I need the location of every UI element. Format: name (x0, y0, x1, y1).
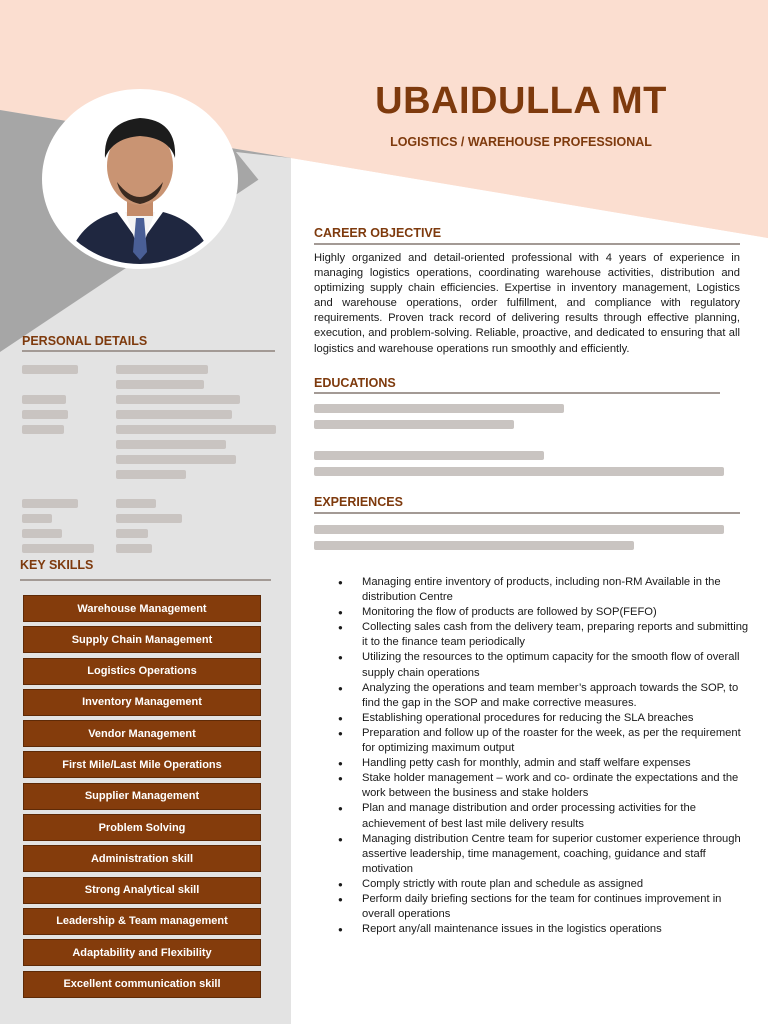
skill-badge[interactable]: Vendor Management (23, 720, 261, 747)
skill-badge[interactable]: Administration skill (23, 845, 261, 872)
key-skills-list (23, 595, 261, 1002)
skill-badge[interactable]: Inventory Management (23, 689, 261, 716)
pd-row (22, 452, 284, 467)
duty-item: ● Analyzing the operations and team member’s approach towards the SOP, to find the gap in the SOP and make corrective measures. (338, 681, 750, 711)
duty-item: ● Establishing operational procedures for reducing the SLA breaches (338, 711, 750, 726)
key-skills-heading: KEY SKILLS (20, 558, 94, 572)
education-entries-masked (314, 404, 740, 483)
key-skills-divider (20, 579, 271, 581)
career-objective-heading: CAREER OBJECTIVE (314, 226, 442, 240)
career-objective-divider (314, 243, 740, 245)
experiences-divider (314, 512, 740, 514)
duty-item: ● Monitoring the flow of products are followed by SOP(FEFO) (338, 605, 750, 620)
experience-duties (338, 575, 750, 937)
duty-item: ● Managing entire inventory of products, including non-RM Available in the distribution Centre (338, 575, 750, 605)
experience-header-masked (314, 525, 740, 557)
skill-badge[interactable]: Logistics Operations (23, 658, 261, 685)
educations-divider (314, 392, 720, 394)
duty-item: ● Perform daily briefing sections for the team for continues improvement in overall operations (338, 892, 750, 922)
personal-details-divider (22, 350, 275, 352)
person-silhouette-icon (47, 94, 233, 264)
educations-heading: EDUCATIONS (314, 376, 396, 390)
pd-row (22, 437, 284, 452)
duty-item: ● Utilizing the resources to the optimum capacity for the smooth flow of overall supply chain operations (338, 650, 750, 680)
pd-row (22, 362, 284, 377)
skill-badge[interactable]: Supply Chain Management (23, 626, 261, 653)
skill-badge[interactable]: First Mile/Last Mile Operations (23, 751, 261, 778)
personal-details-heading: PERSONAL DETAILS (22, 334, 148, 348)
duty-item: ● Report any/all maintenance issues in the logistics operations (338, 922, 750, 937)
pd-row (22, 422, 284, 437)
duty-item: ● Preparation and follow up of the roaster for the week, as per the requirement for optimizing maximum output (338, 726, 750, 756)
duty-item: ● Plan and manage distribution and order processing activities for the achievement of best last mile delivery results (338, 801, 750, 831)
skill-badge[interactable]: Excellent communication skill (23, 971, 261, 998)
duty-item: ● Handling petty cash for monthly, admin and staff welfare expenses (338, 756, 750, 771)
pd-row (22, 377, 284, 392)
duty-item: ● Stake holder management – work and co- ordinate the expectations and the work between the business and stake holders (338, 771, 750, 801)
pd-row (22, 511, 284, 526)
profile-photo (42, 89, 238, 269)
duty-item: ● Comply strictly with route plan and schedule as assigned (338, 877, 750, 892)
pd-row (22, 407, 284, 422)
candidate-name: UBAIDULLA MT (375, 80, 667, 122)
skill-badge[interactable]: Problem Solving (23, 814, 261, 841)
skill-badge[interactable]: Leadership & Team management (23, 908, 261, 935)
pd-row (22, 392, 284, 407)
skill-badge[interactable]: Adaptability and Flexibility (23, 939, 261, 966)
candidate-title: LOGISTICS / WAREHOUSE PROFESSIONAL (390, 135, 652, 149)
experiences-heading: EXPERIENCES (314, 495, 403, 509)
skill-badge[interactable]: Supplier Management (23, 783, 261, 810)
pd-row (22, 526, 284, 541)
personal-details-block (22, 362, 284, 556)
duty-item: ● Collecting sales cash from the delivery team, preparing reports and submitting it to the finance team periodically (338, 620, 750, 650)
skill-badge[interactable]: Warehouse Management (23, 595, 261, 622)
skill-badge[interactable]: Strong Analytical skill (23, 877, 261, 904)
duty-item: ● Managing distribution Centre team for superior customer experience through assertive leadership, time management, coaching, guidance and staff motivation (338, 832, 750, 877)
career-objective-text: Highly organized and detail-oriented professional with 4 years of experience in managing logistics operations, coordinating warehouse activities, distribution and optimizing supply chain efficiencies. Expertise in inventory management, Logistics and warehouse operations, order fulfillment, and compliance with regulatory requirements. Proven track record of delivering results through effective planning, execution, and problem-solving. Reliable, proactive, and dedicated to ensuring that all logistics and warehouse operations run smoothly and efficiently. (314, 252, 740, 355)
pd-row (22, 467, 284, 482)
pd-row (22, 541, 284, 556)
pd-row (22, 496, 284, 511)
